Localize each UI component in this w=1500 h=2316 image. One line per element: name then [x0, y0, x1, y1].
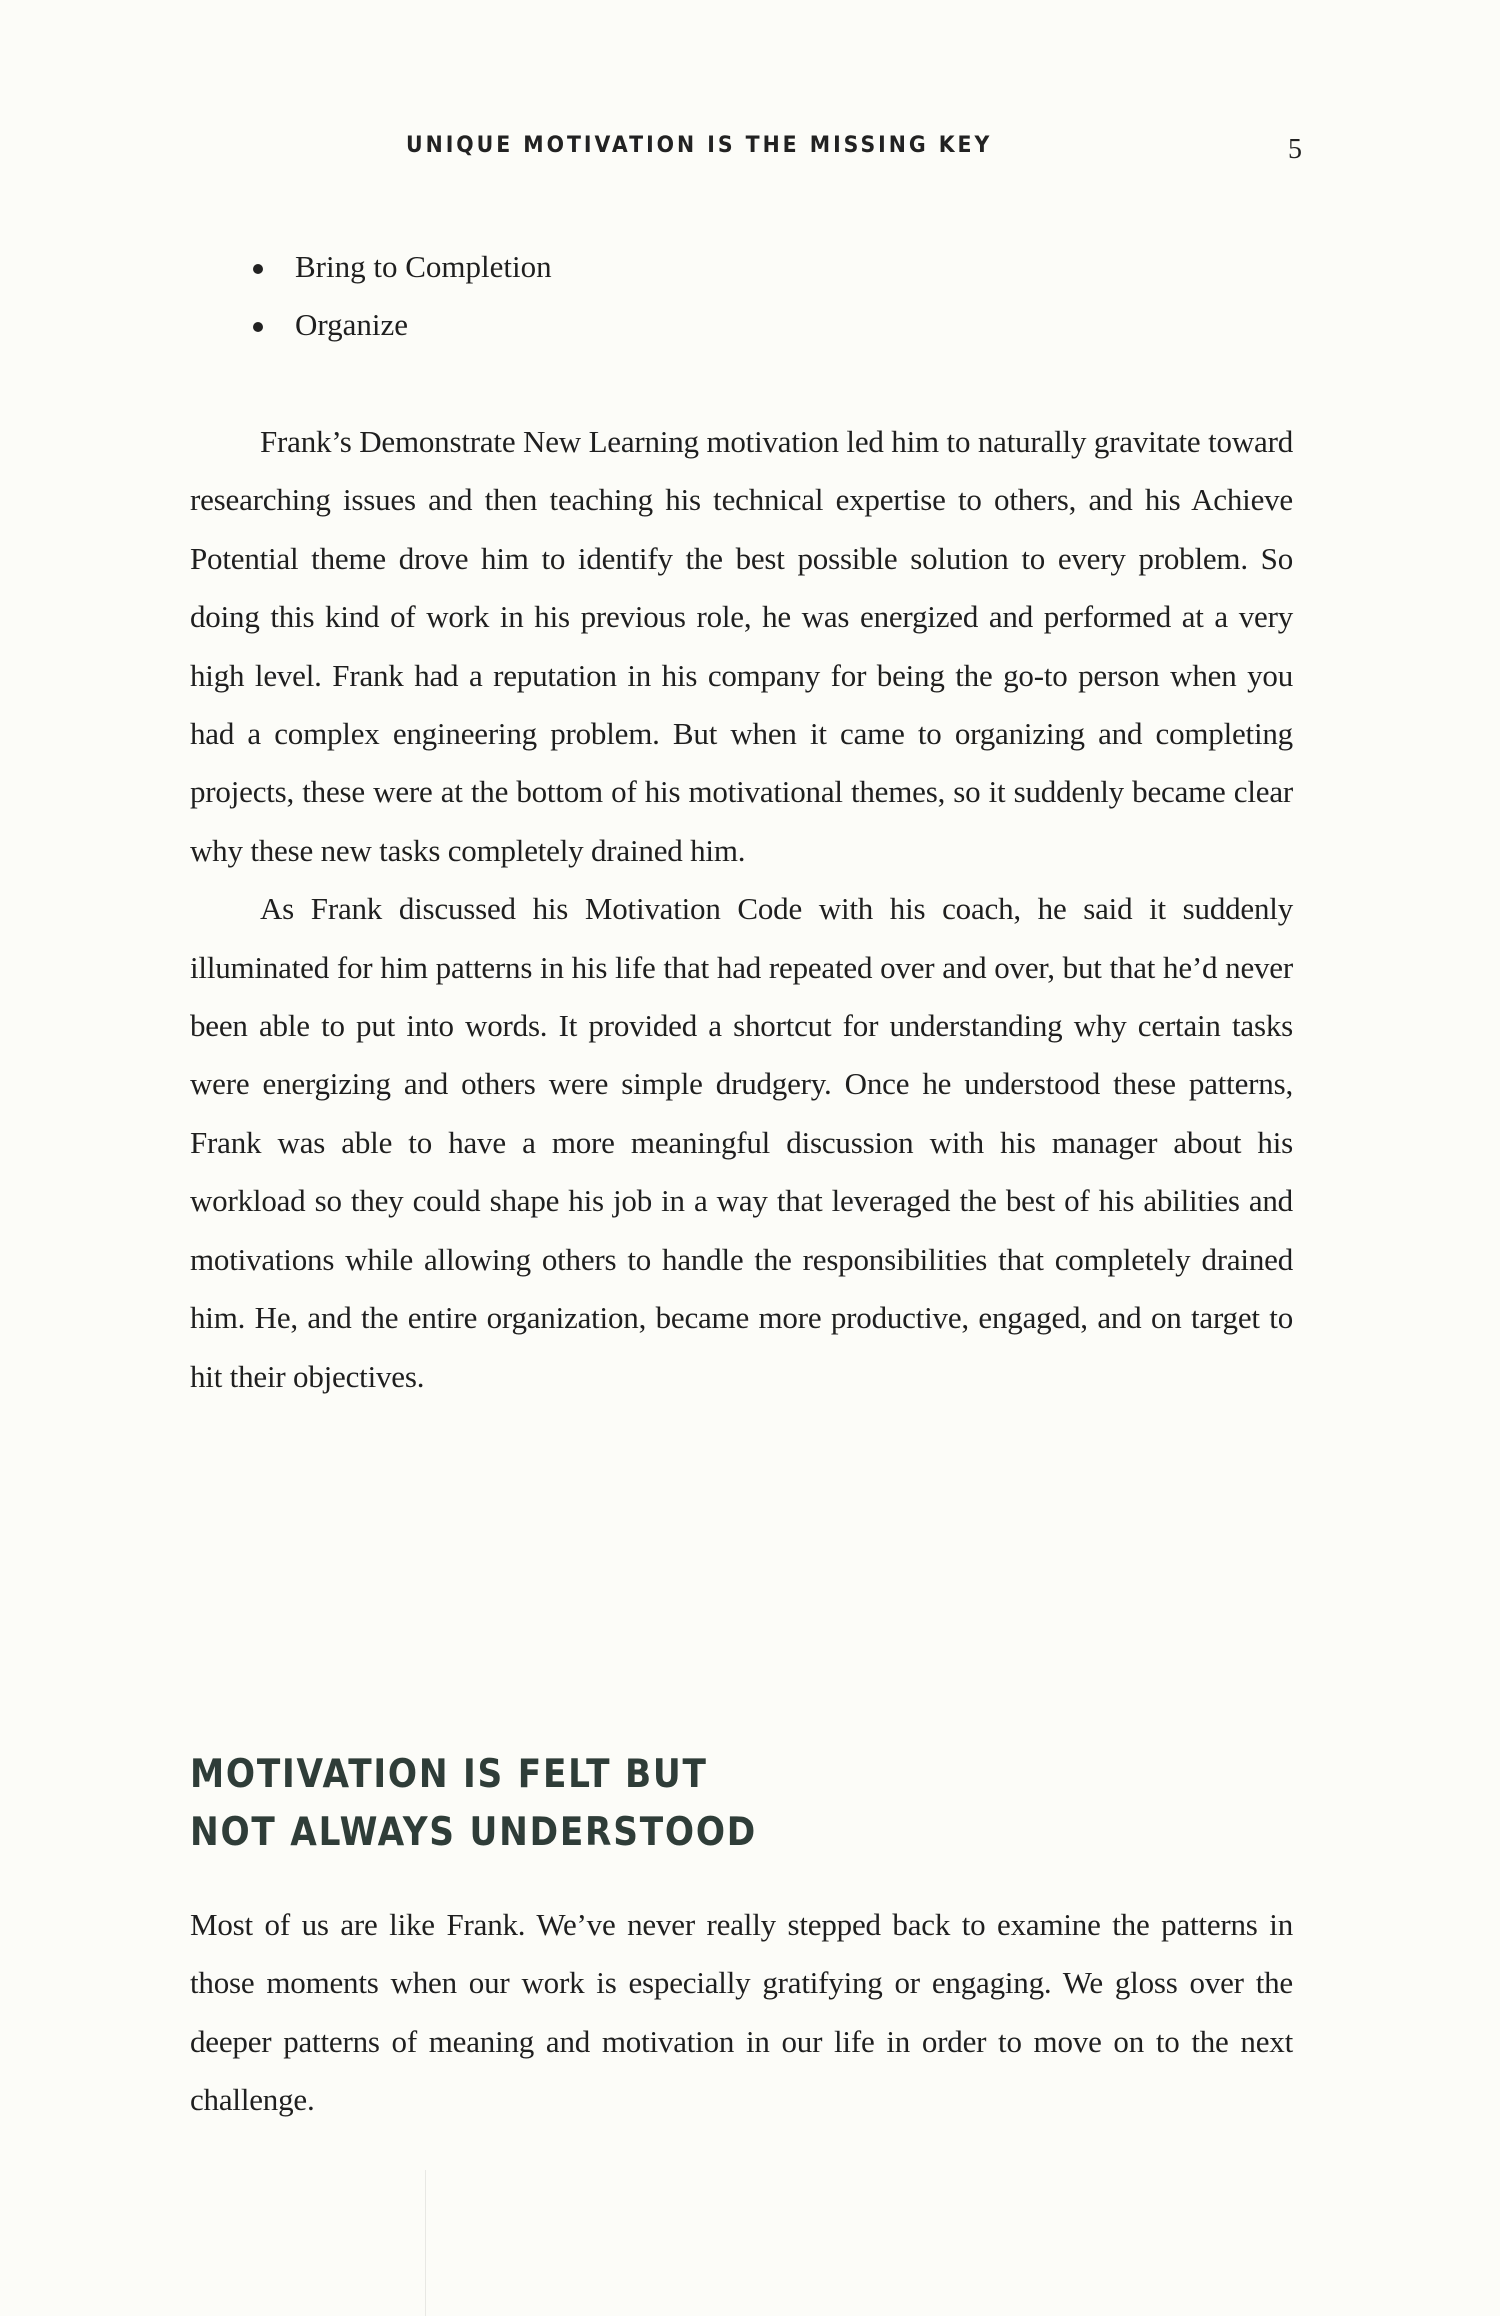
bullet-list	[250, 238, 552, 355]
bullet-text: Bring to Completion	[295, 249, 552, 284]
page-number: 5	[1288, 134, 1302, 165]
bullet-icon	[253, 264, 263, 274]
section-body-text	[190, 1896, 1293, 2130]
bullet-item	[250, 296, 552, 354]
running-head: UNIQUE MOTIVATION IS THE MISSING KEY	[406, 133, 993, 158]
bullet-text: Organize	[295, 307, 409, 343]
bullet-item	[250, 238, 552, 296]
section-heading-line: MOTIVATION IS FELT BUT	[190, 1752, 708, 1797]
bullet-icon	[253, 322, 263, 332]
section-heading	[190, 1746, 757, 1862]
scan-artifact	[425, 2170, 426, 2316]
paragraph: As Frank discussed his Motivation Code with his coach, he said it suddenly illuminated for him patterns in his life that had repeated over and over, but that he’d never been able to put into words. It provided a shortcut for understanding why certain tasks were energizing and others were simple drudgery. Once he understood these patterns, Frank was able to have a more meaningful discussion with his manager about his workload so they could shape his job in a way that leveraged the best of his abilities and motivations while allowing others to handle the responsibilities that completely drained him. He, and the entire organization, became more productive, engaged, and on target to hit their objectives.	[190, 891, 1293, 1394]
body-text	[190, 413, 1293, 1406]
section-heading-line: NOT ALWAYS UNDERSTOOD	[190, 1810, 758, 1855]
paragraph: Frank’s Demonstrate New Learning motivation led him to naturally gravitate toward researching issues and then teaching his technical expertise to others, and his Achieve Potential theme drove him to identify the best possible solution to every problem. So doing this kind of work in his previous role, he was energized and performed at a very high level. Frank had a reputation in his company for being the go-to person when you had a complex engineering problem. But when it came to organizing and completing projects, these were at the bottom of his motivational themes, so it suddenly became clear why these new tasks completely drained him.	[190, 424, 1293, 868]
paragraph: Most of us are like Frank. We’ve never really stepped back to examine the patterns in those moments when our work is especially gratifying or engaging. We gloss over the deeper patterns of meaning and motivation in our life in order to move on to the next challenge.	[190, 1907, 1293, 2118]
